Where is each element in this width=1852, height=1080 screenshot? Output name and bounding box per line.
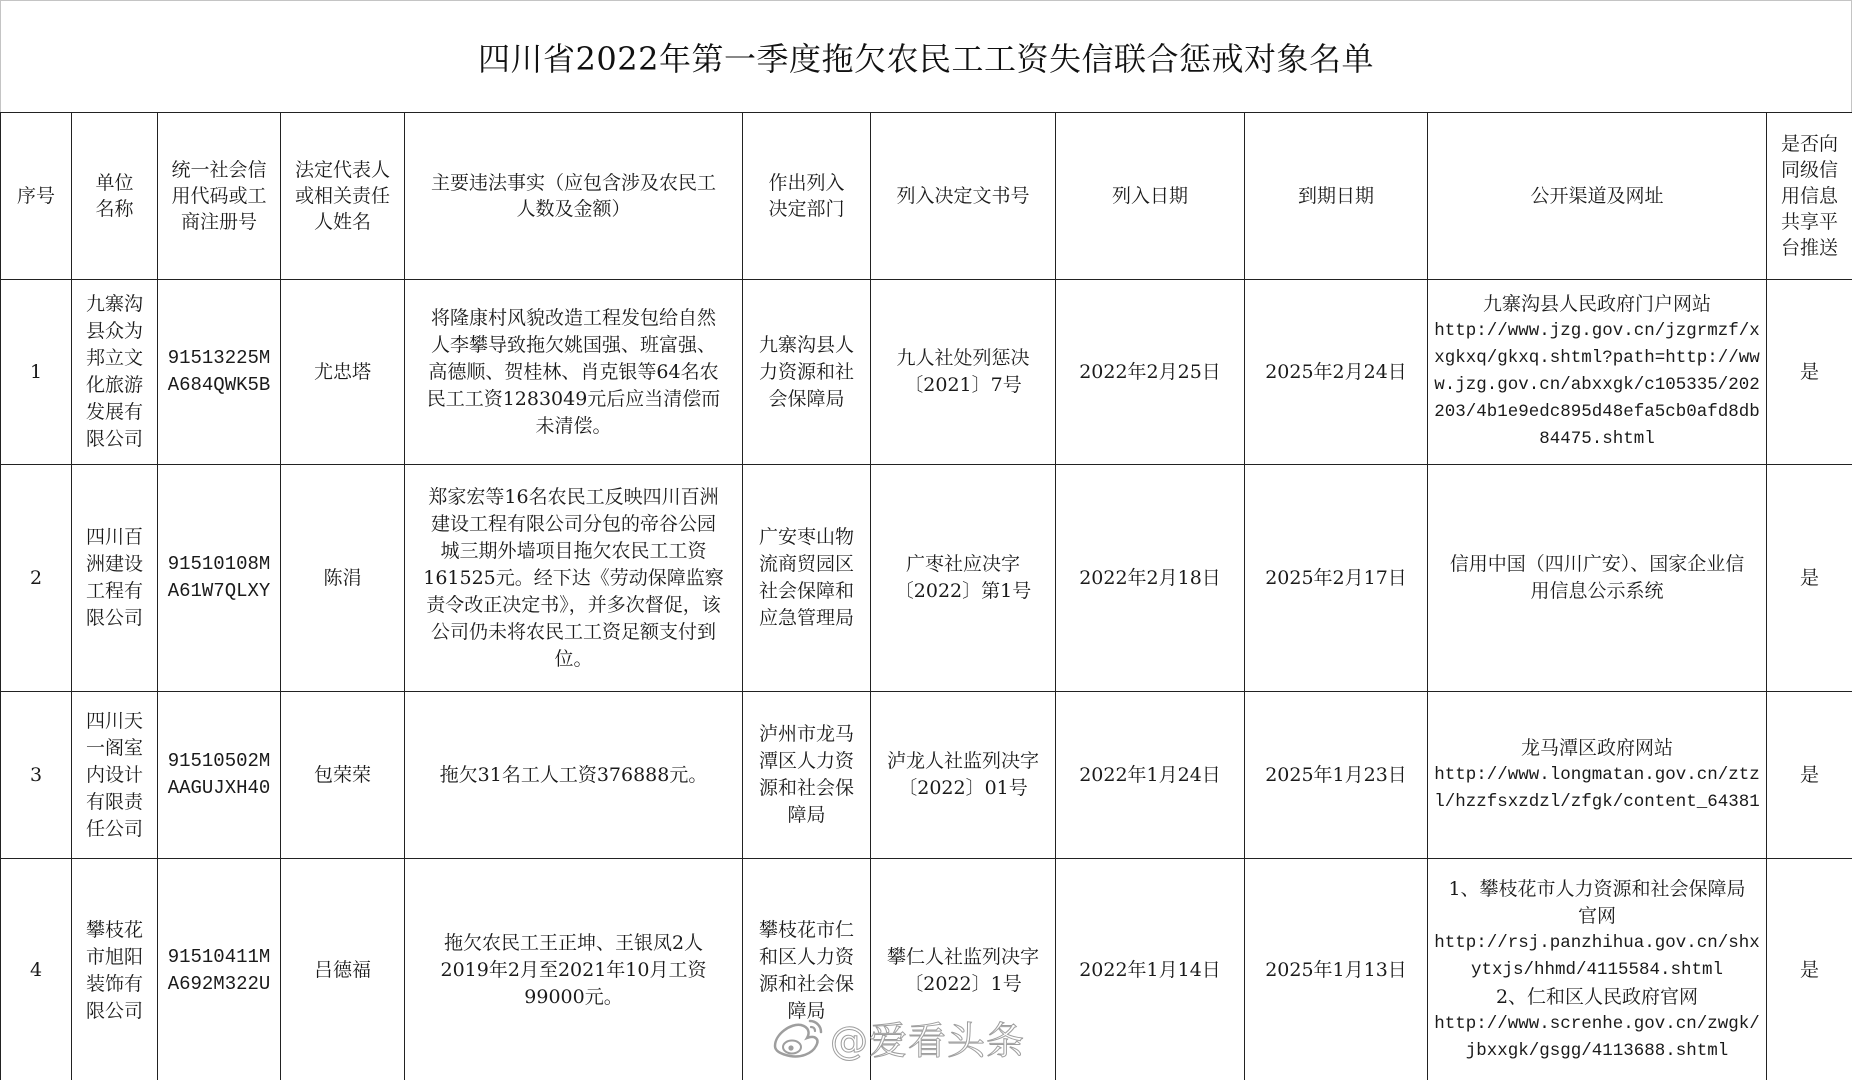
watermark-text: @爱看头条 <box>830 1019 1026 1063</box>
table-row <box>1 859 1852 1080</box>
cell-company-name: 四川百洲建设工程有限公司 <box>72 465 158 692</box>
column-header-credit-code: 统一社会信用代码或工商注册号 <box>158 113 281 280</box>
cell-credit-code: 91510411MA692M322U <box>158 859 281 1080</box>
cell-decision-document-number: 九人社处列惩决〔2021〕7号 <box>871 280 1056 465</box>
cell-legal-representative: 尤忠塔 <box>281 280 405 465</box>
channel-url: http://www.jzg.gov.cn/jzgrmzf/xxgkxq/gkxq.shtml?path=http://www.jzg.gov.cn/abxxgk/c105335/202203/4b1e9edc895d48efa5cb0afd8db84475.shtml <box>1434 321 1760 449</box>
cell-listing-date: 2022年2月18日 <box>1056 465 1245 692</box>
column-header-pushed-to-platform: 是否向同级信用信息共享平台推送 <box>1767 113 1852 280</box>
cell-public-channels <box>1428 465 1767 692</box>
cell-credit-code: 91510502MAAGUJXH40 <box>158 692 281 859</box>
cell-decision-document-number: 泸龙人社监列决字〔2022〕01号 <box>871 692 1056 859</box>
column-header-deciding-department: 作出列入决定部门 <box>743 113 871 280</box>
cell-legal-representative: 吕德福 <box>281 859 405 1080</box>
cell-deciding-department: 攀枝花市仁和区人力资源和社会保障局 <box>743 859 871 1080</box>
cell-public-channels <box>1428 692 1767 859</box>
cell-expiry-date: 2025年1月23日 <box>1245 692 1428 859</box>
channel-name: 信用中国（四川广安）、国家企业信用信息公示系统 <box>1449 553 1745 602</box>
channel-url: http://www.screnhe.gov.cn/zwgk/jbxxgk/gsgg/4113688.shtml <box>1434 1014 1760 1061</box>
column-header-expiry-date: 到期日期 <box>1245 113 1428 280</box>
cell-decision-document-number: 攀仁人社监列决字〔2022〕1号 <box>871 859 1056 1080</box>
cell-pushed-to-platform: 是 <box>1767 280 1852 465</box>
channel-name: 2、仁和区人民政府官网 <box>1495 986 1699 1008</box>
column-header-decision-document-number: 列入决定文书号 <box>871 113 1056 280</box>
cell-pushed-to-platform: 是 <box>1767 692 1852 859</box>
table-row <box>1 692 1852 859</box>
cell-deciding-department: 广安枣山物流商贸园区社会保障和应急管理局 <box>743 465 871 692</box>
table-row <box>1 280 1852 465</box>
blacklist-table <box>0 112 1852 1080</box>
column-header-public-channels: 公开渠道及网址 <box>1428 113 1767 280</box>
cell-violation-facts: 拖欠31名工人工资376888元。 <box>405 692 743 859</box>
document-title: 四川省2022年第一季度拖欠农民工工资失信联合惩戒对象名单 <box>478 39 1374 78</box>
cell-listing-date: 2022年1月14日 <box>1056 859 1245 1080</box>
cell-company-name: 九寨沟县众为邦立文化旅游发展有限公司 <box>72 280 158 465</box>
table-header-row <box>1 113 1852 280</box>
column-header-listing-date: 列入日期 <box>1056 113 1245 280</box>
cell-public-channels <box>1428 859 1767 1080</box>
cell-violation-facts: 将隆康村风貌改造工程发包给自然人李攀导致拖欠姚国强、班富强、高德顺、贺桂林、肖克银等64名农民工工资1283049元后应当清偿而未清偿。 <box>405 280 743 465</box>
cell-legal-representative: 包荣荣 <box>281 692 405 859</box>
cell-pushed-to-platform: 是 <box>1767 859 1852 1080</box>
cell-credit-code: 91510108MA61W7QLXY <box>158 465 281 692</box>
cell-pushed-to-platform: 是 <box>1767 465 1852 692</box>
cell-violation-facts: 拖欠农民工王正坤、王银凤2人2019年2月至2021年10月工资99000元。 <box>405 859 743 1080</box>
column-header-violation-facts: 主要违法事实（应包含涉及农民工人数及金额） <box>405 113 743 280</box>
cell-listing-date: 2022年2月25日 <box>1056 280 1245 465</box>
channel-name: 九寨沟县人民政府门户网站 <box>1482 293 1711 315</box>
cell-violation-facts: 郑家宏等16名农民工反映四川百洲建设工程有限公司分包的帝谷公园城三期外墙项目拖欠农民工工资161525元。经下达《劳动保障监察责令改正决定书》，并多次督促，该公司仍未将农民工工资足额支付到位。 <box>405 465 743 692</box>
document-title-box <box>0 0 1852 112</box>
cell-index: 3 <box>1 692 72 859</box>
cell-index: 2 <box>1 465 72 692</box>
cell-deciding-department: 泸州市龙马潭区人力资源和社会保障局 <box>743 692 871 859</box>
cell-decision-document-number: 广枣社应决字〔2022〕第1号 <box>871 465 1056 692</box>
column-header-company-name: 单位名称 <box>72 113 158 280</box>
cell-index: 4 <box>1 859 72 1080</box>
channel-url: http://www.longmatan.gov.cn/ztzl/hzzfsxzdzl/zfgk/content_64381 <box>1434 764 1760 812</box>
cell-expiry-date: 2025年2月17日 <box>1245 465 1428 692</box>
cell-expiry-date: 2025年1月13日 <box>1245 859 1428 1080</box>
cell-company-name: 攀枝花市旭阳装饰有限公司 <box>72 859 158 1080</box>
cell-index: 1 <box>1 280 72 465</box>
channel-url: http://rsj.panzhihua.gov.cn/shxytxjs/hhmd/4115584.shtml <box>1434 933 1760 980</box>
cell-deciding-department: 九寨沟县人力资源和社会保障局 <box>743 280 871 465</box>
column-header-legal-representative: 法定代表人或相关责任人姓名 <box>281 113 405 280</box>
table-row <box>1 465 1852 692</box>
cell-expiry-date: 2025年2月24日 <box>1245 280 1428 465</box>
cell-legal-representative: 陈涓 <box>281 465 405 692</box>
channel-name: 龙马潭区政府网站 <box>1520 736 1673 759</box>
cell-credit-code: 91513225MA684QWK5B <box>158 280 281 465</box>
cell-public-channels <box>1428 280 1767 465</box>
cell-company-name: 四川天一阁室内设计有限责任公司 <box>72 692 158 859</box>
column-header-index: 序号 <box>1 113 72 280</box>
channel-name: 1、攀枝花市人力资源和社会保障局官网 <box>1448 878 1746 927</box>
cell-listing-date: 2022年1月24日 <box>1056 692 1245 859</box>
